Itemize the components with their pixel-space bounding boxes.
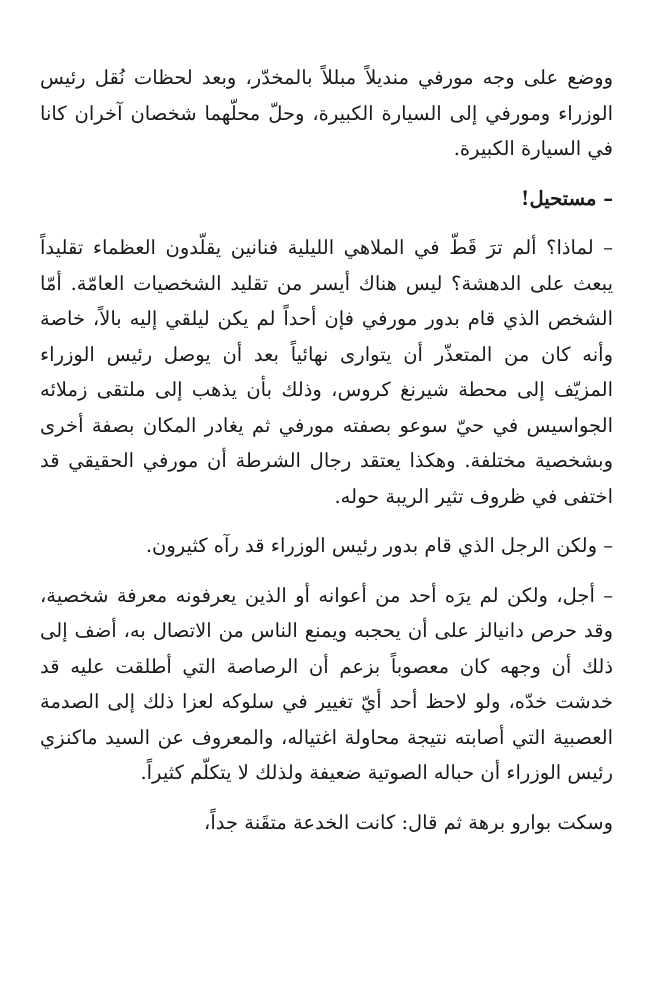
paragraph-dialogue-explanation: – لماذا؟ ألم ترَ قَطّ في الملاهي الليلية فنانين يقلّدون العظماء تقليداً يبعث على الدهشة؟ ليس هناك أيسر من تقليد الشخصيات العامّة. أمّا الشخص الذي قام بدور مورفي فإن أحداً لم يكن ليلقي إليه بالاً، خاصة وأنه كان من المتعذّر أن يتوارى نهائياً بعد أن يوصل رئيس الوزراء المزيّف إلى محطة شيرنغ كروس، وذلك بأن يذهب إلى ملتقى زملائه الجواسيس في حيّ سوعو بصفته مورفي ثم يغادر المكان بصفة أخرى وبشخصية مختلفة. وهكذا يعتقد رجال الشرطة أن مورفي الحقيقي قد اختفى في ظروف تثير الريبة حوله. xyxy=(40,236,613,508)
paragraph-dialogue-reply: – أجل، ولكن لم يرَه أحد من أعوانه أو الذين يعرفونه معرفة شخصية، وقد حرص دانيالز على أن يحجبه ويمنع الناس من الاتصال به، أضف إلى ذلك أن وجهه كان معصوباً بزعم أن الرصاصة التي أطلقت عليه قد خدشت خدّه، ولو لاحظ أحد أيّ تغيير في سلوكه لعزا ذلك إلى الصدمة العصبية التي أصابته نتيجة محاولة اغتياله، والمعروف عن السيد ماكنزي رئيس الوزراء أن حباله الصوتية ضعيفة ولذلك لا يتكلّم كثيراً. xyxy=(40,583,613,784)
paragraph-dialogue-objection: – ولكن الرجل الذي قام بدور رئيس الوزراء قد رآه كثيرون. xyxy=(145,534,613,557)
paragraph-narration-2: وسكت بوارو برهة ثم قال: كانت الخدعة متقَنة جداً، xyxy=(204,810,613,834)
paragraph-dialogue-impossible: – مستحيل! xyxy=(520,186,613,210)
paragraph-narration-1: ووضع على وجه مورفي منديلاً مبللاً بالمخدّر، وبعد لحظات نُقل رئيس الوزراء ومورفي إلى السيارة الكبيرة، وحلّ محلّهما شخصان آخران كانا في السيارة الكبيرة. xyxy=(40,66,613,160)
